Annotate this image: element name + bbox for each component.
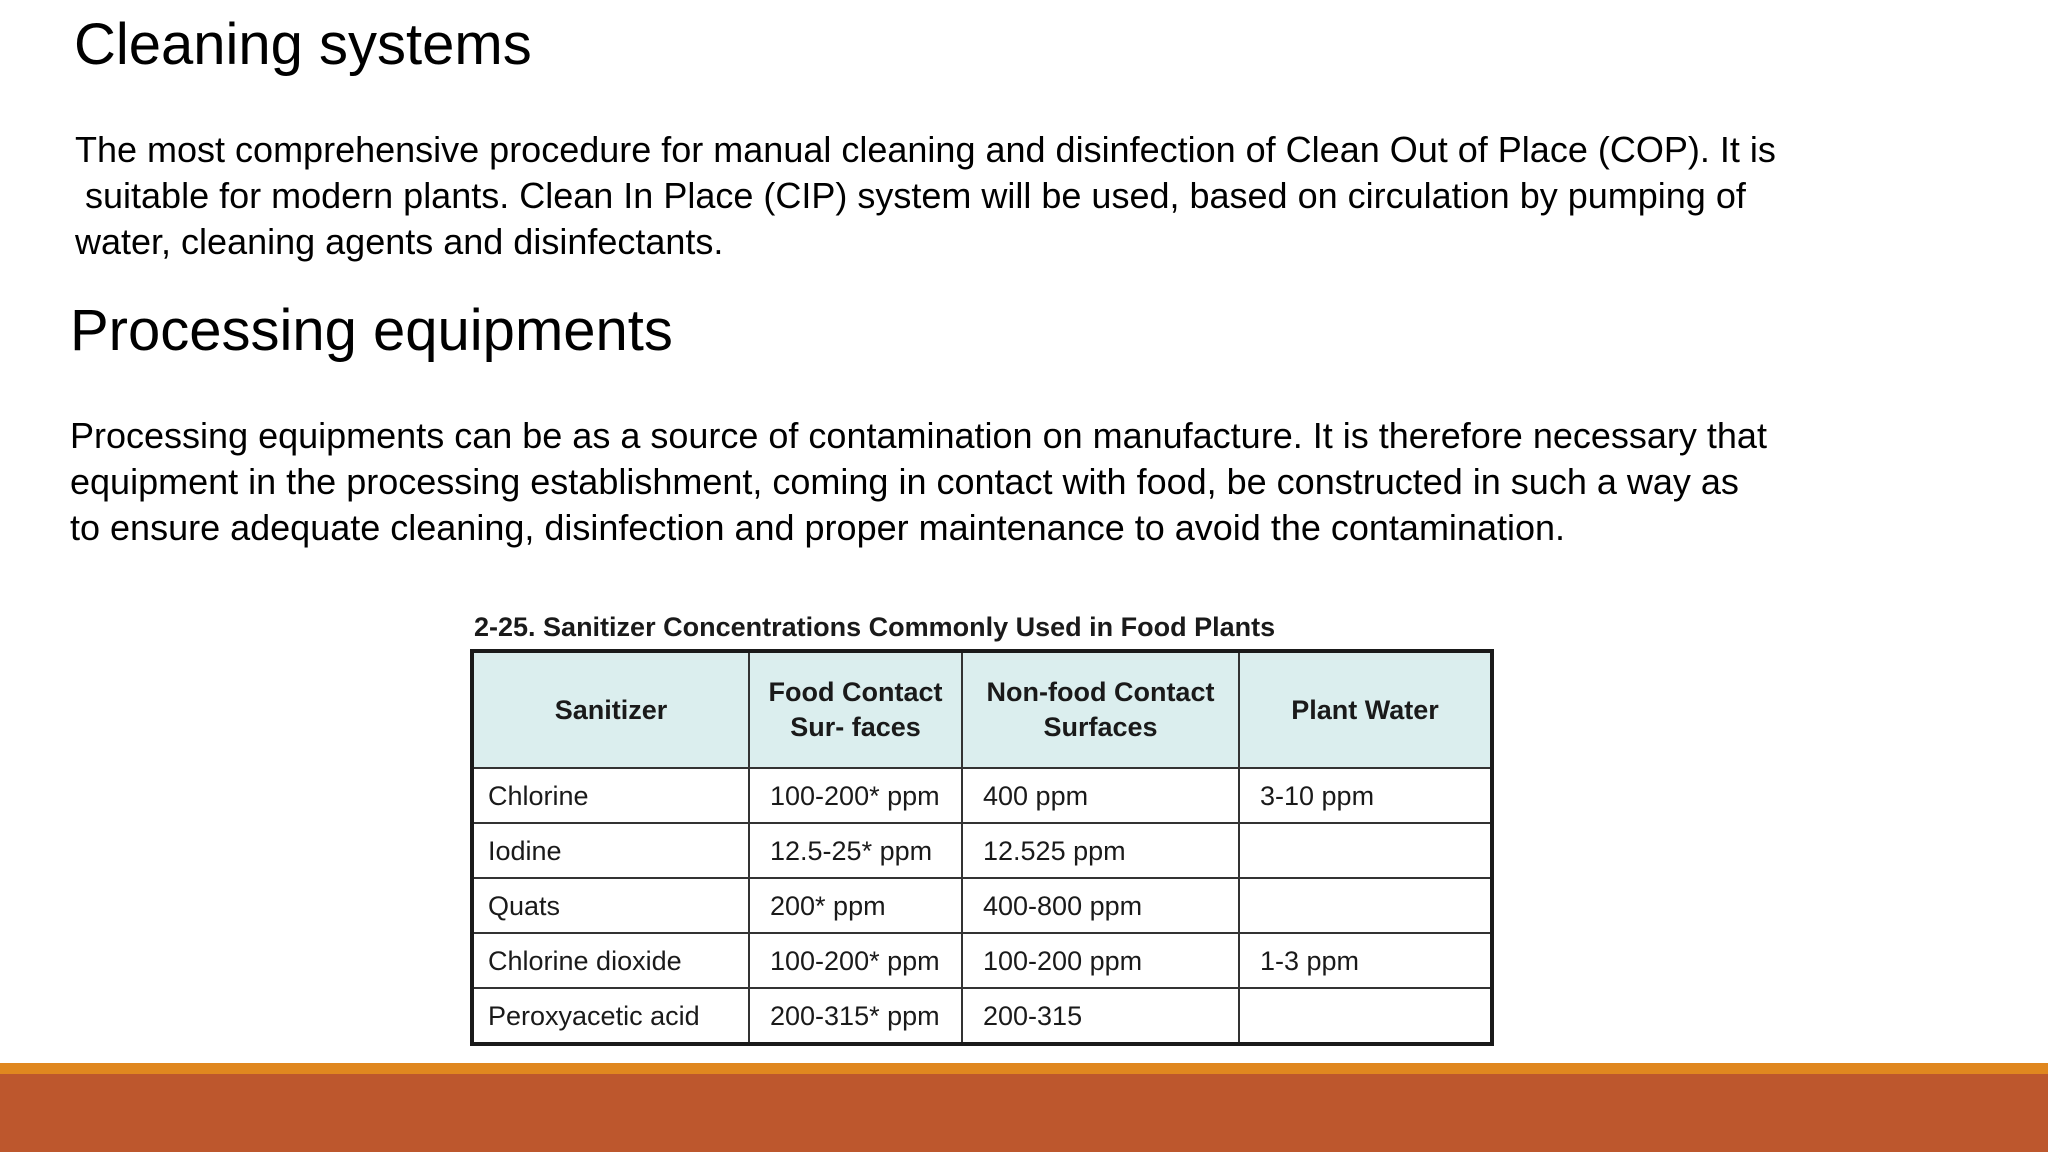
paragraph-line: suitable for modern plants. Clean In Place (CIP) system will be used, based on circulation by pumping of bbox=[75, 175, 1746, 216]
header-food-contact-surfaces: Food Contact Sur- faces bbox=[749, 651, 962, 768]
cell-plant-water: 1-3 ppm bbox=[1239, 933, 1492, 988]
paragraph-line: Processing equipments can be as a source of contamination on manufacture. It is therefore necessary that bbox=[70, 415, 1767, 456]
cell-sanitizer: Quats bbox=[472, 878, 749, 933]
paragraph-line: The most comprehensive procedure for manual cleaning and disinfection of Clean Out of Place (COP). It is bbox=[75, 129, 1776, 170]
footer-accent-bar bbox=[0, 1063, 2048, 1074]
paragraph-line: water, cleaning agents and disinfectants. bbox=[75, 221, 724, 262]
cell-non-food-contact: 400 ppm bbox=[962, 768, 1239, 823]
cell-food-contact: 200-315* ppm bbox=[749, 988, 962, 1044]
cell-sanitizer: Chlorine bbox=[472, 768, 749, 823]
table-row bbox=[472, 878, 1492, 933]
cell-sanitizer: Iodine bbox=[472, 823, 749, 878]
cell-non-food-contact: 400-800 ppm bbox=[962, 878, 1239, 933]
cleaning-systems-heading: Cleaning systems bbox=[74, 12, 532, 77]
cell-food-contact: 100-200* ppm bbox=[749, 768, 962, 823]
processing-equipments-heading: Processing equipments bbox=[70, 298, 673, 363]
table-row bbox=[472, 768, 1492, 823]
table-header-row bbox=[472, 651, 1492, 768]
table-row bbox=[472, 933, 1492, 988]
cell-plant-water bbox=[1239, 823, 1492, 878]
cell-food-contact: 100-200* ppm bbox=[749, 933, 962, 988]
paragraph-line: equipment in the processing establishment, coming in contact with food, be constructed in such a way as bbox=[70, 461, 1739, 502]
table-caption: 2-25. Sanitizer Concentrations Commonly Used in Food Plants bbox=[474, 612, 1276, 642]
cell-non-food-contact: 12.525 ppm bbox=[962, 823, 1239, 878]
cell-food-contact: 200* ppm bbox=[749, 878, 962, 933]
paragraph-line: to ensure adequate cleaning, disinfection and proper maintenance to avoid the contamination. bbox=[70, 507, 1566, 548]
header-non-food-contact-surfaces: Non-food Contact Surfaces bbox=[962, 651, 1239, 768]
cell-non-food-contact: 100-200 ppm bbox=[962, 933, 1239, 988]
cell-plant-water bbox=[1239, 988, 1492, 1044]
header-plant-water: Plant Water bbox=[1239, 651, 1492, 768]
sanitizer-concentration-table bbox=[470, 649, 1494, 1046]
cell-sanitizer: Peroxyacetic acid bbox=[472, 988, 749, 1044]
cell-plant-water bbox=[1239, 878, 1492, 933]
table-row bbox=[472, 988, 1492, 1044]
cell-sanitizer: Chlorine dioxide bbox=[472, 933, 749, 988]
footer-bar bbox=[0, 1074, 2048, 1152]
cell-food-contact: 12.5-25* ppm bbox=[749, 823, 962, 878]
processing-equipments-paragraph bbox=[70, 413, 1767, 551]
cell-non-food-contact: 200-315 bbox=[962, 988, 1239, 1044]
cell-plant-water: 3-10 ppm bbox=[1239, 768, 1492, 823]
cleaning-systems-paragraph bbox=[75, 127, 1776, 265]
header-sanitizer: Sanitizer bbox=[472, 651, 749, 768]
table-row bbox=[472, 823, 1492, 878]
